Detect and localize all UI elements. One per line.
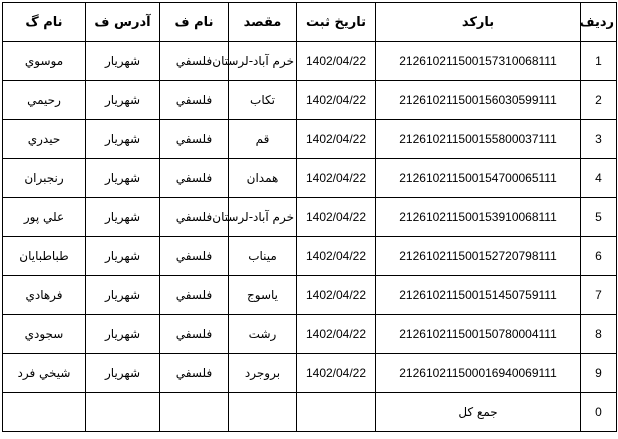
barcode-cell: 212610211500016940069111 (376, 354, 581, 393)
date-cell: 1402/04/22 (297, 120, 376, 159)
row-number-cell: 6 (581, 237, 617, 276)
row-number-cell: 4 (581, 159, 617, 198)
shipment-report-sheet (2, 2, 616, 432)
destination-cell: بروجرد (229, 354, 297, 393)
sender-address-cell: شهريار (86, 354, 160, 393)
table-row (3, 315, 617, 354)
barcode-cell: 212610211500151450759111 (376, 276, 581, 315)
sender-name-cell: فلسفي (160, 81, 229, 120)
date-cell: 1402/04/22 (297, 354, 376, 393)
receiver-name-cell: طباطبايان (3, 237, 86, 276)
destination-cell: ياسوج (229, 276, 297, 315)
total-empty-cell (297, 393, 376, 432)
date-cell: 1402/04/22 (297, 315, 376, 354)
receiver-name-cell: سجودي (3, 315, 86, 354)
header-barcode: بارکد (376, 3, 581, 42)
row-number-cell: 5 (581, 198, 617, 237)
sender-name-cell: فلسفي (160, 120, 229, 159)
date-cell: 1402/04/22 (297, 81, 376, 120)
total-empty-cell (3, 393, 86, 432)
table-row (3, 159, 617, 198)
sender-name-cell: فلسفي (160, 315, 229, 354)
total-empty-cell (229, 393, 297, 432)
receiver-name-cell: شيخي فرد (3, 354, 86, 393)
sender-address-cell: شهريار (86, 159, 160, 198)
destination-cell: ميناب (229, 237, 297, 276)
table-row (3, 120, 617, 159)
sender-address-cell: شهريار (86, 198, 160, 237)
table-row (3, 42, 617, 81)
destination-cell: رشت (229, 315, 297, 354)
total-row (3, 393, 617, 432)
receiver-name-cell: رنجبران (3, 159, 86, 198)
barcode-cell: 212610211500152720798111 (376, 237, 581, 276)
date-cell: 1402/04/22 (297, 237, 376, 276)
receiver-name-cell: رحيمي (3, 81, 86, 120)
total-empty-cell (160, 393, 229, 432)
header-receiver-name: نام گ (3, 3, 86, 42)
receiver-name-cell: موسوي (3, 42, 86, 81)
sender-address-cell: شهريار (86, 315, 160, 354)
sender-address-cell: شهريار (86, 237, 160, 276)
row-number-cell: 9 (581, 354, 617, 393)
table-row (3, 237, 617, 276)
sender-address-cell: شهريار (86, 276, 160, 315)
barcode-cell: 212610211500154700065111 (376, 159, 581, 198)
barcode-cell: 212610211500157310068111 (376, 42, 581, 81)
barcode-cell: 212610211500153910068111 (376, 198, 581, 237)
destination-cell: خرم آباد-لرستان (229, 42, 297, 81)
date-cell: 1402/04/22 (297, 42, 376, 81)
table-row (3, 81, 617, 120)
sender-name-cell: فلسفي (160, 237, 229, 276)
header-destination: مقصد (229, 3, 297, 42)
total-row-number-cell: 0 (581, 393, 617, 432)
header-row-number: ردیف (581, 3, 617, 42)
date-cell: 1402/04/22 (297, 198, 376, 237)
header-sender-name: نام ف (160, 3, 229, 42)
sender-name-cell: فلسفي (160, 354, 229, 393)
destination-cell: قم (229, 120, 297, 159)
row-number-cell: 1 (581, 42, 617, 81)
date-cell: 1402/04/22 (297, 276, 376, 315)
shipment-table (2, 2, 617, 432)
destination-cell: همدان (229, 159, 297, 198)
destination-cell: خرم آباد-لرستان (229, 198, 297, 237)
total-label-cell: جمع کل (376, 393, 581, 432)
destination-cell: تکاب (229, 81, 297, 120)
header-row (3, 3, 617, 42)
receiver-name-cell: علي پور (3, 198, 86, 237)
table-row (3, 276, 617, 315)
sender-address-cell: شهريار (86, 81, 160, 120)
row-number-cell: 3 (581, 120, 617, 159)
sender-address-cell: شهريار (86, 42, 160, 81)
date-cell: 1402/04/22 (297, 159, 376, 198)
sender-name-cell: فلسفي (160, 198, 229, 237)
sender-name-cell: فلسفي (160, 159, 229, 198)
header-date: تاریخ ثبت (297, 3, 376, 42)
table-row (3, 198, 617, 237)
sender-name-cell: فلسفي (160, 42, 229, 81)
sender-address-cell: شهريار (86, 120, 160, 159)
receiver-name-cell: فرهادي (3, 276, 86, 315)
barcode-cell: 212610211500150780004111 (376, 315, 581, 354)
total-empty-cell (86, 393, 160, 432)
table-row (3, 354, 617, 393)
row-number-cell: 7 (581, 276, 617, 315)
row-number-cell: 2 (581, 81, 617, 120)
barcode-cell: 212610211500155800037111 (376, 120, 581, 159)
receiver-name-cell: حيدري (3, 120, 86, 159)
row-number-cell: 8 (581, 315, 617, 354)
barcode-cell: 212610211500156030599111 (376, 81, 581, 120)
sender-name-cell: فلسفي (160, 276, 229, 315)
header-sender-address: آدرس ف (86, 3, 160, 42)
